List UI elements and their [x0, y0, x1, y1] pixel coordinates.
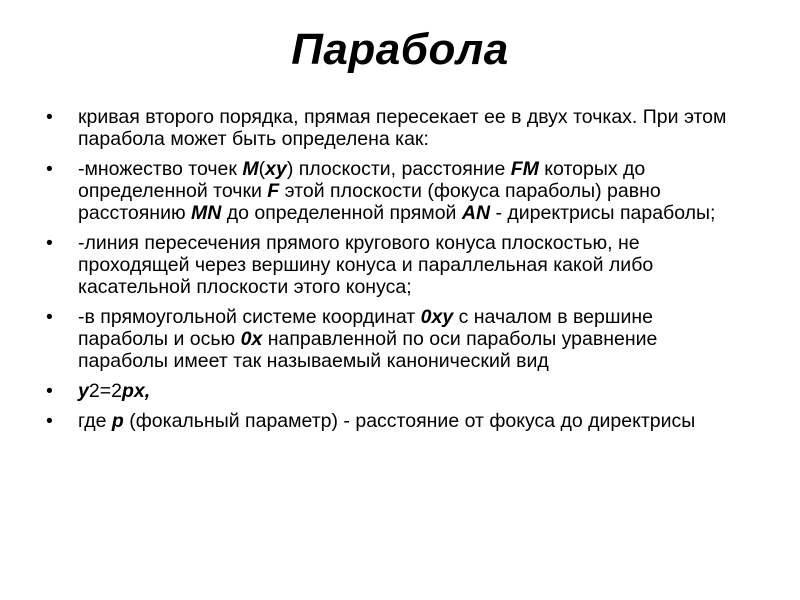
bullet-item — [46, 232, 746, 298]
bullet-text: которых до определенной точки — [78, 158, 646, 202]
math-symbol: px, — [121, 380, 151, 402]
bullet-text: направленной по оси параболы уравнение параболы имеет так называемый канонический вид — [78, 328, 658, 372]
math-symbol: p — [111, 410, 124, 432]
math-symbol: MN — [191, 202, 222, 224]
bullet-marker: • — [46, 380, 53, 402]
bullet-marker: • — [46, 158, 53, 180]
bullet-text: ) плоскости, расстояние — [286, 158, 511, 180]
bullet-text: - директрисы параболы; — [490, 202, 716, 224]
math-symbol: y — [78, 380, 89, 402]
bullet-text: этой плоскости (фокуса параболы) равно расстоянию — [78, 180, 661, 224]
bullet-list — [46, 106, 746, 440]
math-symbol: 0x — [240, 328, 263, 350]
bullet-text: где — [78, 410, 112, 432]
bullet-text: -в прямоугольной системе координат — [78, 306, 421, 328]
bullet-marker: • — [46, 232, 53, 254]
bullet-item — [46, 106, 746, 150]
math-symbol: xy — [265, 158, 287, 180]
bullet-marker: • — [46, 410, 53, 432]
slide-title: Парабола — [291, 25, 509, 74]
bullet-text: 2=2 — [88, 380, 122, 402]
bullet-text: ( — [258, 158, 266, 180]
math-symbol: FM — [510, 158, 539, 180]
math-symbol: AN — [461, 202, 491, 224]
bullet-item — [46, 306, 746, 372]
bullet-item — [46, 158, 746, 224]
bullet-marker: • — [46, 106, 53, 128]
bullet-item — [46, 410, 746, 432]
math-symbol: F — [267, 180, 280, 202]
bullet-text: до определенной прямой — [221, 202, 462, 224]
math-symbol: 0xy — [420, 306, 454, 328]
bullet-text: кривая второго порядка, прямая пересекает ее в двух точках. При этом парабола может быть определена как: — [78, 106, 727, 150]
bullet-text: с началом в вершине параболы и осью — [78, 306, 653, 350]
bullet-text: (фокальный параметр) - расстояние от фокуса до директрисы — [123, 410, 696, 432]
bullet-text: -линия пересечения прямого кругового конуса плоскостью, не проходящей через вершину конуса и параллельная какой либо касательной плоскости этого конуса; — [78, 232, 654, 298]
bullet-text: -множество точек — [78, 158, 243, 180]
math-symbol: M — [242, 158, 259, 180]
bullet-item — [46, 380, 746, 402]
bullet-marker: • — [46, 306, 53, 328]
